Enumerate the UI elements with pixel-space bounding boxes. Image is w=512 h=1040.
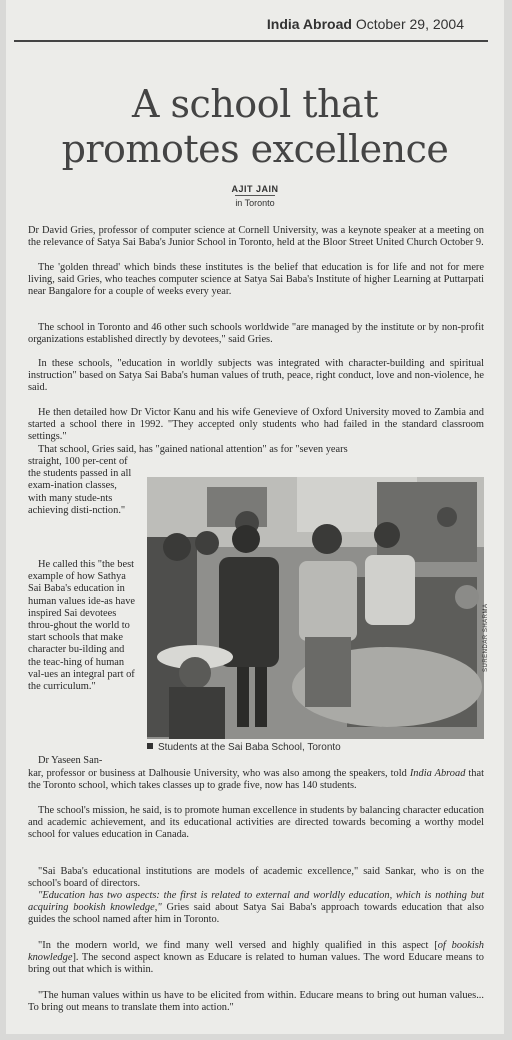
headline-line-2: promotes excellence bbox=[61, 127, 449, 171]
paragraph-8-publication: India Abroad bbox=[409, 768, 466, 779]
paragraph-8-text-b: that the Toronto school, which takes classes up to grade five, now has 140 students. bbox=[28, 768, 484, 792]
paragraph-5: He then detailed how Dr Victor Kanu and his wife Genevieve of Oxford University moved to Zambia and started a school there in 1992. "They accepted only students who had failed in the standard classroom settings." bbox=[28, 407, 484, 443]
publication-date: October 29, 2004 bbox=[355, 16, 464, 32]
paragraph-8-text-a: kar, professor or business at Dalhousie University, who was also among the speakers, told bbox=[28, 768, 410, 779]
byline-location: in Toronto bbox=[235, 195, 274, 209]
paragraph-1: Dr David Gries, professor of computer science at Cornell University, was a keynote speaker at a meeting on the relevance of Satya Sai Baba's Junior School in Toronto, held at the Bloor Street United Church October 9. bbox=[28, 225, 484, 249]
paragraph-12-text-b: ]. The second aspect known as Educare is related to human values. The word Educare means to bring out that which is within. bbox=[28, 952, 484, 976]
headline-line-1: A school that bbox=[132, 82, 378, 126]
masthead bbox=[267, 16, 464, 32]
paragraph-7: He called this "the best example of how Sathya Sai Baba's education in human values ide-as have inspired Sai devotees throu-ghout the world to start schools that make character bu-ilding and the teac-hing of human val-ues an integral part of the curriculum." bbox=[28, 559, 136, 693]
paragraph-11 bbox=[28, 890, 484, 927]
publication-name: India Abroad bbox=[266, 16, 352, 32]
paragraph-6-continued: straight, 100 per-cent of the students passed in all exam-ination classes, with many stude-nts achieving disti-nction." bbox=[28, 456, 132, 516]
paragraph-12-text-a: "In the modern world, we find many well versed and highly qualified in this aspect [ bbox=[38, 940, 438, 951]
paragraph-2: The 'golden thread' which binds these institutes is the belief that education is for life and not for mere living, said Gries, who teaches computer science at Satya Sai Baba's Institute of higher Learning at Puttarpati near Bangalore for a couple of weeks every year. bbox=[28, 262, 484, 298]
photo-illustration bbox=[147, 477, 484, 739]
headline bbox=[6, 82, 504, 172]
paragraph-3: The school in Toronto and 46 other such schools worldwide "are managed by the institute or by non-profit organizations established directly by devotees," said Gries. bbox=[28, 322, 484, 346]
photo-caption bbox=[147, 742, 341, 753]
school-photo bbox=[147, 477, 484, 739]
byline-author: AJIT JAIN bbox=[231, 184, 279, 194]
paragraph-11-quote: "Education has two aspects: the first is related to external and worldly education, which is nothing but acquiring bookish knowledge," bbox=[28, 890, 484, 914]
paragraph-4: In these schools, "education in worldly subjects was integrated with character-building and spiritual instruction" based on Satya Sai Baba's human values of truth, peace, right conduct, love and non-violence, he said. bbox=[28, 358, 484, 394]
paragraph-9: The school's mission, he said, is to promote human excellence in students by balancing character education and academic achievement, and its educational activities are directed towards becoming a worthy model school for values education in Canada. bbox=[28, 805, 484, 841]
newspaper-clipping bbox=[6, 0, 504, 1034]
masthead-rule bbox=[14, 40, 488, 42]
caption-square-icon bbox=[147, 743, 153, 749]
paragraph-8-start: Dr Yaseen San- bbox=[38, 755, 103, 766]
paragraph-13: "The human values within us have to be elicited from within. Educare means to bring out human values... To bring out means to translate them into action." bbox=[28, 990, 484, 1014]
paragraph-12 bbox=[28, 940, 484, 977]
photo-caption-text: Students at the Sai Baba School, Toronto bbox=[158, 742, 341, 753]
paragraph-11-text: Gries said about Satya Sai Baba's approach towards education that also guides the school named after him in Toronto. bbox=[28, 902, 484, 926]
paragraph-6-start: That school, Gries said, has "gained national attention" as for "seven years bbox=[38, 444, 348, 455]
paragraph-12-aside: of bookish knowledge bbox=[28, 940, 484, 964]
photo-credit: SURENDAR SHARMA bbox=[483, 603, 489, 672]
paragraph-10: "Sai Baba's educational institutions are models of academic excellence," said Sankar, who is on the school's board of directors. bbox=[28, 866, 484, 890]
byline bbox=[6, 183, 504, 209]
paragraph-8 bbox=[28, 768, 484, 792]
